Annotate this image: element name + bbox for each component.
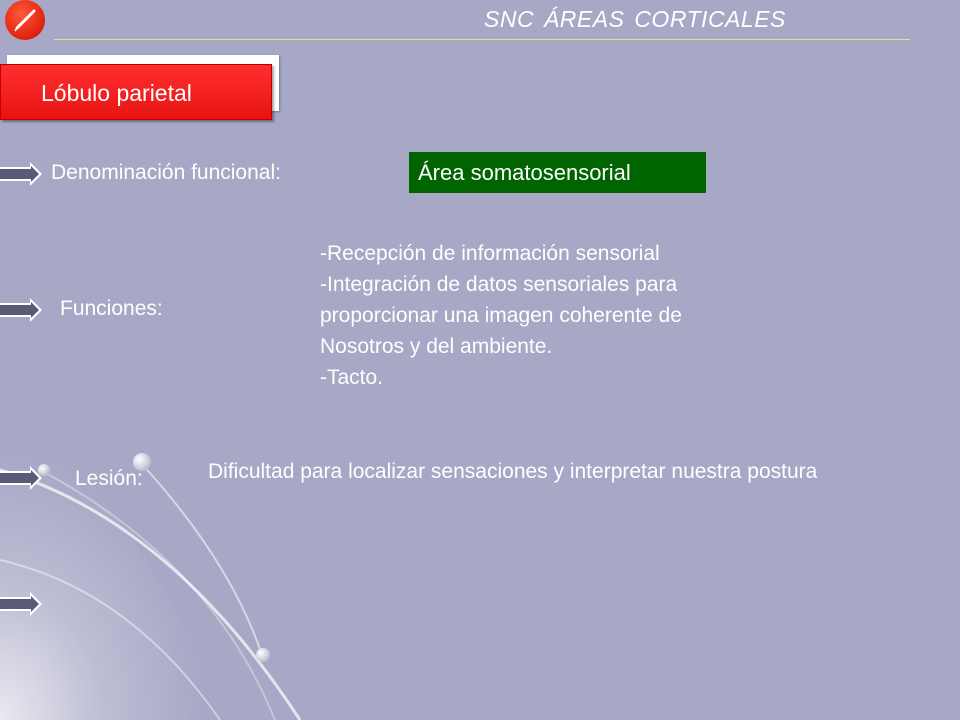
- pencil-icon: [5, 0, 45, 40]
- funciones-line: Nosotros y del ambiente.: [320, 335, 553, 358]
- page-title: SNC ÁREAS CORTICALES: [484, 6, 786, 32]
- arrow-right-icon: [0, 298, 42, 322]
- denominacion-value: Área somatosensorial: [409, 152, 706, 193]
- funciones-line: proporcionar una imagen coherente de: [320, 304, 682, 327]
- funciones-label: Funciones:: [60, 297, 163, 320]
- lesion-text: Dificultad para localizar sensaciones y interpretar nuestra postura: [208, 460, 818, 483]
- section-label: Lóbulo parietal: [0, 64, 272, 120]
- arrow-right-icon: [0, 162, 42, 186]
- lesion-label: Lesión:: [75, 467, 143, 490]
- funciones-line: -Tacto.: [320, 366, 384, 389]
- title-underline: [54, 39, 910, 40]
- funciones-line: -Integración de datos sensoriales para: [320, 273, 678, 296]
- funciones-line: -Recepción de información sensorial: [320, 242, 660, 265]
- arrow-right-icon: [0, 466, 42, 490]
- logo-badge: [5, 0, 45, 40]
- denominacion-label: Denominación funcional:: [51, 161, 281, 184]
- funciones-list: [320, 238, 800, 393]
- arrow-right-icon: [0, 592, 42, 616]
